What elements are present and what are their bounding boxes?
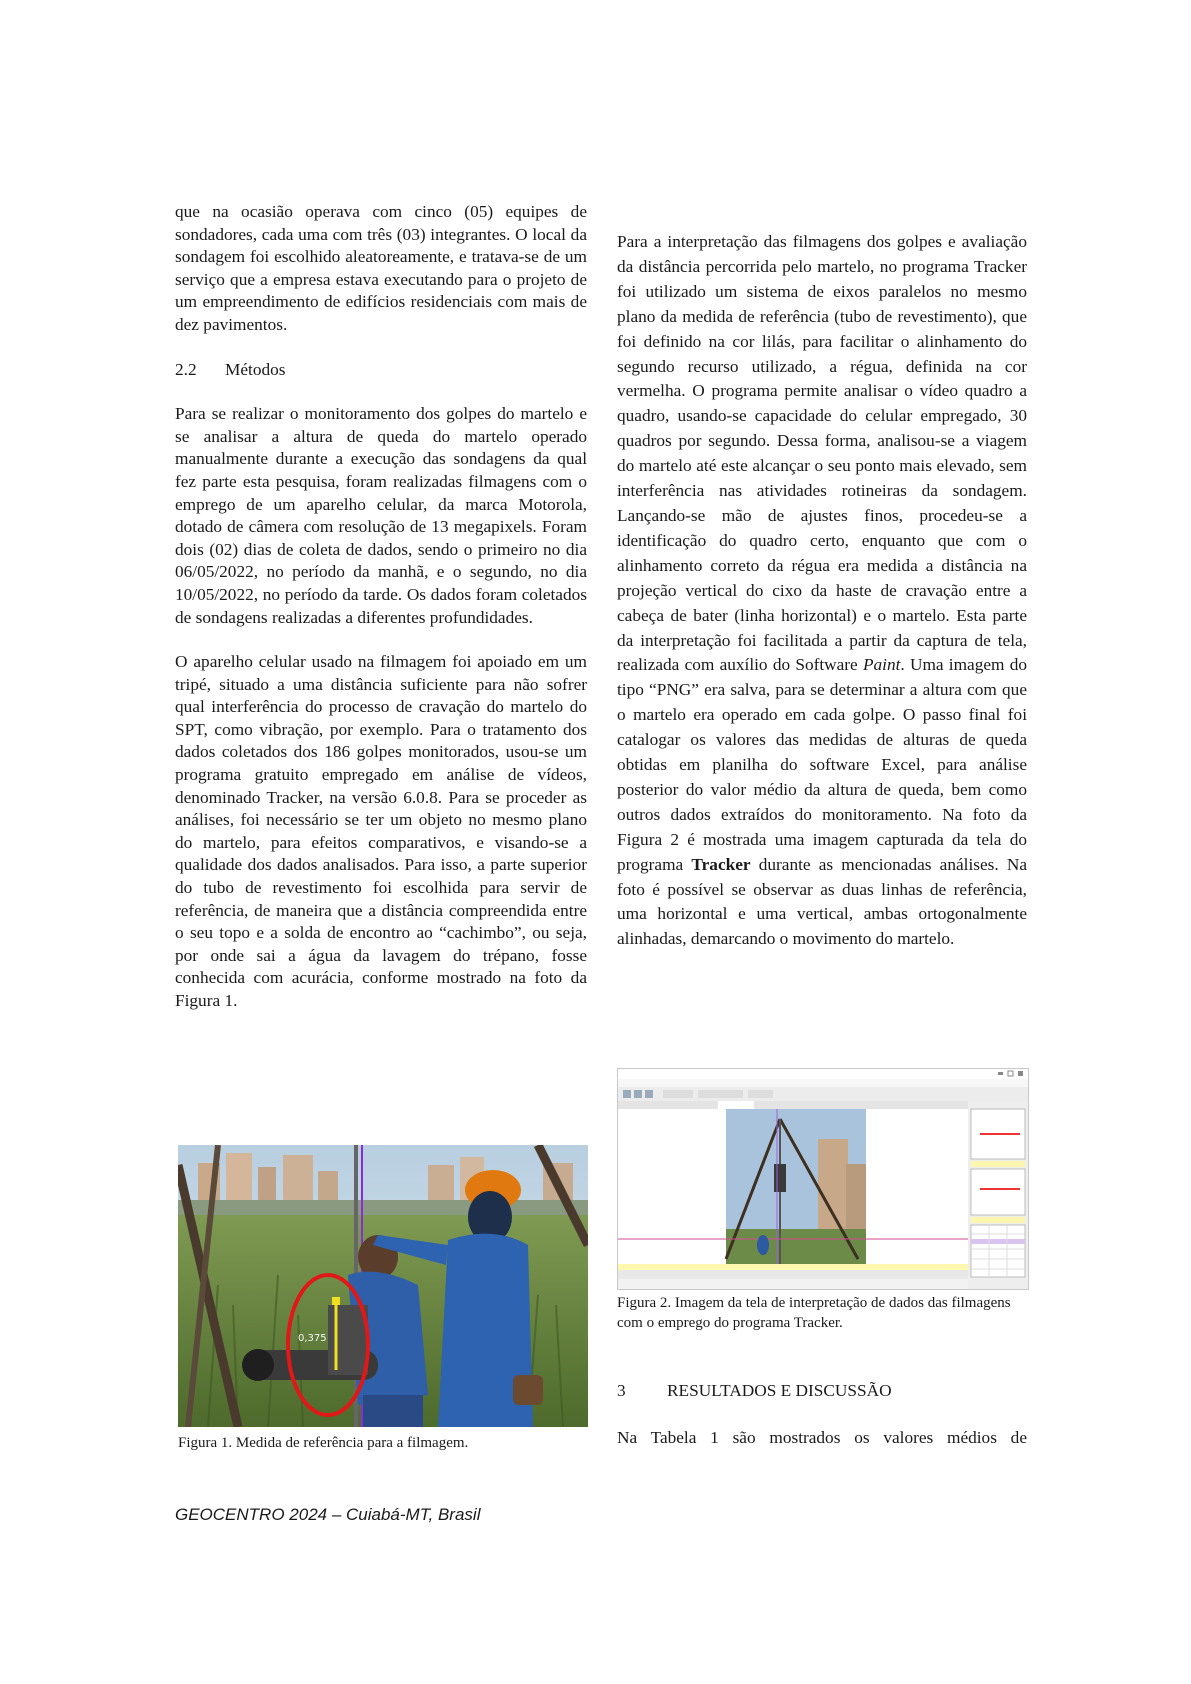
field-photo-illustration <box>178 1145 588 1427</box>
paragraph: O aparelho celular usado na filmagem foi apoiado em um tripé, situado a uma distância suficiente para não sofrer qual interferência do processo de cravação do martelo do SPT, como vibração, por exemplo. Para o tratamento dos dados coletados dos 186 golpes monitorados, usou-se um programa gratuito empregado em análise de vídeos, denominado Tracker, na versão 6.0.8. Para se proceder as análises, foi necessário se ter um objeto no mesmo plano do martelo, para efeitos comparativos, e visando-se a qualidade dos dados analisados. Para isso, a parte superior do tubo de revestimento foi escolhida para servir de referência, de maneira que a distância compreendida entre o seu topo e a solda de encontro ao “cachimbo”, ou seja, por onde sai a água da lavagem do trépano, fosse conhecida com acurácia, conforme mostrado na foto da Figura 1. <box>175 652 587 1010</box>
section-heading <box>617 1380 1027 1403</box>
software-name-tracker: Tracker <box>691 854 751 874</box>
section-number: 2.2 <box>175 359 197 379</box>
paragraph: Na Tabela 1 são mostrados os valores médios de <box>617 1427 1027 1447</box>
paragraph: Para a interpretação das filmagens dos golpes e avaliação da distância percorrida pelo martelo, no programa Tracker foi utilizado um sistema de eixos paralelos no mesmo plano da medida de referência (tubo de revestimento), que foi definido na cor lilás, para facilitar o alinhamento do segundo recurso utilizado, a régua, definida na cor vermelha. O programa permite analisar o vídeo quadro a quadro, usando-se capacidade do celular empregado, 30 quadros por segundo. Dessa forma, analisou-se a viagem do martelo até este alcançar o seu ponto mais elevado, sem interferência nas atividades rotineiras da sondagem. Lançando-se mão de ajustes finos, procedeu-se a identificação do quadro certo, enquanto que com o alinhamento correto da régua era medida a distância na projeção vertical do cixo da haste de cravação entre a cabeça de bater (linha horizontal) e o martelo. Esta parte da interpretação foi facilitada a partir da captura de tela, realizada com auxílio do Software Paint. Uma imagem do tipo “PNG” era salva, para se determinar a altura com que o martelo era operado em cada golpe. O passo final foi catalogar os valores das medidas de alturas de queda obtidas em planilha do software Excel, para análise posterior do valor médio da altura de queda, bem como outros dados extraídos do monitoramento. Na foto da Figura 2 é mostrada uma imagem capturada da tela do programa Tracker durante as mencionadas análises. Na foto é possível se observar as duas linhas de referência, uma horizontal e uma vertical, ambas ortogonalmente alinhadas, demarcando o movimento do martelo. <box>617 232 1027 949</box>
right-column <box>617 230 1027 952</box>
footer: GEOCENTRO 2024 – Cuiabá-MT, Brasil <box>175 1505 481 1524</box>
paragraph: Para se realizar o monitoramento dos golpes do martelo e se analisar a altura de queda do martelo operado manualmente durante a execução das sondagens da qual fez parte esta pesquisa, foram realizadas filmagens com o emprego de um aparelho celular, da marca Motorola, dotado de câmera com resolução de 13 megapixels. Foram dois (02) dias de coleta de dados, sendo o primeiro no dia 06/05/2022, no período da manhã, e o segundo, no dia 10/05/2022, no período da tarde. Os dados foram coletados de sondagens realizadas a diferentes profundidades. <box>175 404 587 627</box>
figure-1-caption: Figura 1. Medida de referência para a filmagem. <box>178 1435 469 1451</box>
section-3 <box>617 1380 1027 1449</box>
section-title: RESULTADOS E DISCUSSÃO <box>667 1381 892 1400</box>
section-title: Métodos <box>225 359 286 379</box>
measure-label: 0,375 <box>298 1333 327 1344</box>
left-column <box>175 201 587 1013</box>
paragraph: que na ocasião operava com cinco (05) equipes de sondadores, cada uma com três (03) integrantes. O local da sondagem foi escolhido aleatoreamente, e tratava-se de um serviço que a empresa estava executando para o projeto de um empreendimento de edifícios residenciais com mais de dez pavimentos. <box>175 202 587 334</box>
software-name-paint: Paint <box>862 655 901 675</box>
tracker-window-illustration <box>618 1069 1028 1289</box>
section-number: 3 <box>617 1381 626 1400</box>
figure-2-screenshot <box>617 1068 1029 1290</box>
figure-1-photo <box>178 1145 588 1427</box>
figure-2-caption: Figura 2. Imagem da tela de interpretação de dados das filmagens com o emprego do programa Tracker. <box>617 1295 1011 1331</box>
section-heading <box>175 359 587 382</box>
